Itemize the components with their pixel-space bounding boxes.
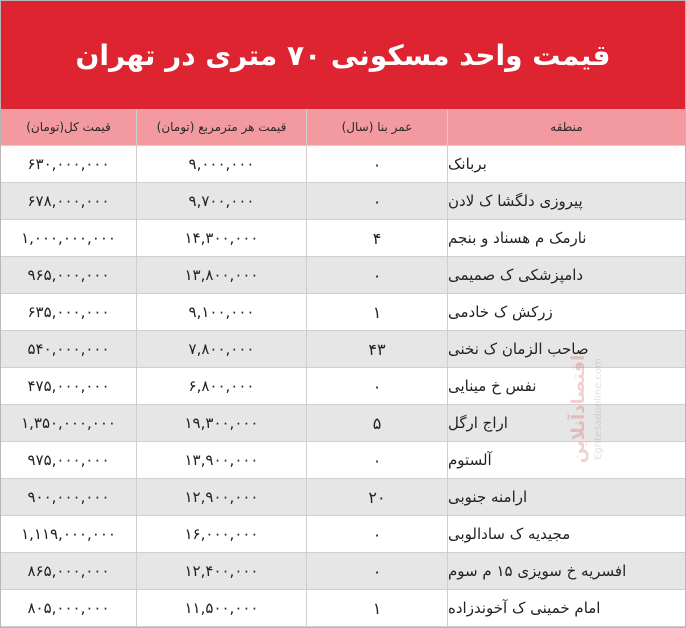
total-price-value: ۹۶۵,۰۰۰,۰۰۰ [27,266,110,284]
area-cell: زرکش ک خادمی [448,303,553,321]
header-area: منطقه [550,120,583,134]
table-row [1,590,685,627]
table-row [1,405,685,442]
watermark-site: Eghtesadonline.com [593,358,604,460]
building-age-cell [307,294,448,330]
price-per-meter-cell [137,331,307,367]
price-per-meter-value: ۱۲,۹۰۰,۰۰۰ [184,488,259,506]
building-age-cell [307,553,448,589]
building-age-value: ۰ [372,154,382,174]
price-per-meter-cell [137,220,307,256]
price-per-meter-value: ۱۹,۳۰۰,۰۰۰ [184,414,259,432]
total-price-value: ۹۰۰,۰۰۰,۰۰۰ [27,488,110,506]
total-price-cell [1,442,137,478]
title-bar [1,1,685,109]
total-price-cell [1,220,137,256]
table-row [1,368,685,405]
total-price-cell [1,294,137,330]
building-age-cell [307,183,448,219]
price-per-meter-cell [137,146,307,182]
building-age-value: ۱ [372,302,382,322]
price-per-meter-value: ۷,۸۰۰,۰۰۰ [188,340,255,358]
area-cell: اراج ارگل [448,414,508,432]
total-price-cell [1,146,137,182]
table-title: قیمت واحد مسکونی ۷۰ متری در تهران [75,38,611,72]
total-price-cell [1,257,137,293]
building-age-value: ۱ [372,598,382,618]
area-cell: امام خمینی ک آخوندزاده [448,599,601,617]
total-price-cell [1,368,137,404]
building-age-value: ۰ [372,450,382,470]
total-price-value: ۸۶۵,۰۰۰,۰۰۰ [27,562,110,580]
building-age-value: ۰ [372,561,382,581]
header-building-age: عمر بنا (سال) [307,109,448,145]
price-per-meter-cell [137,479,307,515]
table-row [1,553,685,590]
building-age-value: ۰ [372,265,382,285]
table-row [1,442,685,479]
price-per-meter-cell [137,405,307,441]
building-age-cell [307,516,448,552]
building-age-value: ۰ [372,376,382,396]
price-per-meter-value: ۱۶,۰۰۰,۰۰۰ [184,525,259,543]
total-price-cell [1,183,137,219]
total-price-value: ۱,۳۵۰,۰۰۰,۰۰۰ [21,414,116,432]
header-price-per-meter: قیمت هر مترمربع (تومان) [137,109,307,145]
area-cell: نارمک م هسناد و بنجم [448,229,587,247]
total-price-cell [1,590,137,626]
total-price-cell [1,553,137,589]
building-age-cell [307,331,448,367]
price-per-meter-cell [137,183,307,219]
building-age-value: ۵ [372,413,382,433]
total-price-value: ۱,۱۱۹,۰۰۰,۰۰۰ [21,525,116,543]
building-age-cell [307,442,448,478]
table-header-row [1,109,685,146]
area-cell: بربانک [448,155,487,173]
total-price-value: ۱,۰۰۰,۰۰۰,۰۰۰ [21,229,116,247]
building-age-cell [307,590,448,626]
table-row [1,257,685,294]
total-price-cell [1,479,137,515]
building-age-cell [307,257,448,293]
building-age-cell [307,220,448,256]
building-age-cell [307,368,448,404]
price-per-meter-value: ۹,۷۰۰,۰۰۰ [188,192,255,210]
table-row [1,479,685,516]
price-per-meter-cell [137,442,307,478]
table-row [1,220,685,257]
watermark-brand: اقتصادآنلاین [568,354,589,464]
price-per-meter-cell [137,257,307,293]
price-per-meter-cell [137,368,307,404]
building-age-value: ۰ [372,191,382,211]
price-per-meter-value: ۱۳,۹۰۰,۰۰۰ [184,451,259,469]
table-row [1,183,685,220]
price-per-meter-value: ۱۴,۳۰۰,۰۰۰ [184,229,259,247]
total-price-value: ۶۳۵,۰۰۰,۰۰۰ [27,303,110,321]
price-per-meter-value: ۱۲,۴۰۰,۰۰۰ [184,562,259,580]
building-age-value: ۲۰ [368,487,386,507]
price-per-meter-value: ۶,۸۰۰,۰۰۰ [188,377,255,395]
table-row [1,516,685,553]
price-per-meter-cell [137,516,307,552]
building-age-cell [307,479,448,515]
area-cell: آلستوم [448,451,492,469]
total-price-value: ۶۷۸,۰۰۰,۰۰۰ [27,192,110,210]
building-age-value: ۰ [372,524,382,544]
area-cell: افسریه خ سویزی ۱۵ م سوم [448,562,627,580]
price-per-meter-cell [137,294,307,330]
area-cell: ارامنه جنوبی [448,488,528,506]
price-per-meter-value: ۱۱,۵۰۰,۰۰۰ [184,599,259,617]
area-cell: پیروزی دلگشا ک لادن [448,192,583,210]
total-price-value: ۹۷۵,۰۰۰,۰۰۰ [27,451,110,469]
price-per-meter-value: ۹,۰۰۰,۰۰۰ [188,155,255,173]
area-cell: صاحب الزمان ک نخنی [448,340,589,358]
building-age-cell [307,146,448,182]
price-per-meter-cell [137,553,307,589]
total-price-cell [1,405,137,441]
area-cell: مجیدیه ک سادالوبی [448,525,571,543]
total-price-cell [1,516,137,552]
price-per-meter-cell [137,590,307,626]
table-row [1,294,685,331]
price-table [1,109,685,627]
total-price-cell [1,331,137,367]
building-age-value: ۴ [372,228,382,248]
area-cell: دامپزشکی ک صمیمی [448,266,584,284]
building-age-value: ۴۳ [368,339,386,359]
table-row [1,331,685,368]
building-age-cell [307,405,448,441]
total-price-value: ۸۰۵,۰۰۰,۰۰۰ [27,599,110,617]
price-per-meter-value: ۱۳,۸۰۰,۰۰۰ [184,266,259,284]
total-price-value: ۴۷۵,۰۰۰,۰۰۰ [27,377,110,395]
area-cell: نفس خ مینایی [448,377,537,395]
total-price-value: ۶۳۰,۰۰۰,۰۰۰ [27,155,110,173]
table-row [1,146,685,183]
header-total-price: قیمت کل(تومان) [1,109,137,145]
total-price-value: ۵۴۰,۰۰۰,۰۰۰ [27,340,110,358]
price-per-meter-value: ۹,۱۰۰,۰۰۰ [188,303,255,321]
